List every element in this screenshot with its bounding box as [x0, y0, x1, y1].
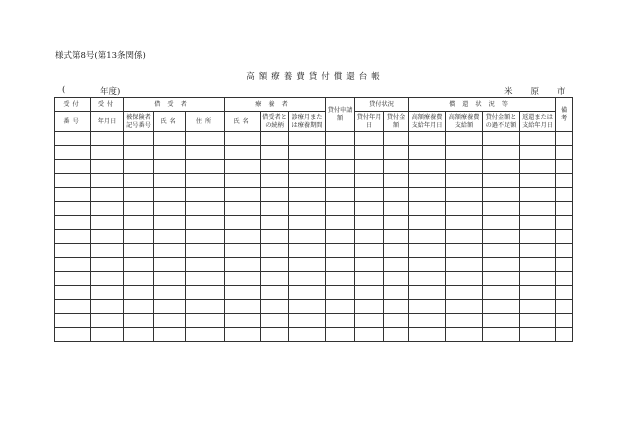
- table-cell[interactable]: [186, 300, 225, 314]
- header-borrower-address: 住所: [186, 112, 225, 132]
- table-cell[interactable]: [225, 132, 261, 146]
- table-cell[interactable]: [520, 188, 556, 202]
- header-remarks-label: 備考: [560, 106, 568, 122]
- table-cell[interactable]: [483, 188, 520, 202]
- table-cell[interactable]: [55, 216, 91, 230]
- table-cell[interactable]: [261, 132, 289, 146]
- table-cell[interactable]: [225, 244, 261, 258]
- table-cell[interactable]: [326, 230, 355, 244]
- table-cell[interactable]: [556, 188, 573, 202]
- table-cell[interactable]: [91, 160, 124, 174]
- table-cell[interactable]: [261, 160, 289, 174]
- table-cell[interactable]: [124, 216, 154, 230]
- table-cell[interactable]: [225, 146, 261, 160]
- table-cell[interactable]: [154, 286, 186, 300]
- table-cell[interactable]: [520, 286, 556, 300]
- table-cell[interactable]: [154, 174, 186, 188]
- table-cell[interactable]: [409, 174, 446, 188]
- table-cell[interactable]: [326, 132, 355, 146]
- table-row: [55, 132, 573, 146]
- table-cell[interactable]: [384, 272, 409, 286]
- table-cell[interactable]: [55, 230, 91, 244]
- table-cell[interactable]: [409, 258, 446, 272]
- table-cell[interactable]: [154, 328, 186, 342]
- table-cell[interactable]: [186, 174, 225, 188]
- table-cell[interactable]: [289, 314, 326, 328]
- table-cell[interactable]: [55, 202, 91, 216]
- table-cell[interactable]: [91, 230, 124, 244]
- table-cell[interactable]: [124, 132, 154, 146]
- table-cell[interactable]: [289, 174, 326, 188]
- table-cell[interactable]: [289, 300, 326, 314]
- table-cell[interactable]: [124, 188, 154, 202]
- table-cell[interactable]: [446, 230, 483, 244]
- table-cell[interactable]: [186, 160, 225, 174]
- table-row: [55, 146, 573, 160]
- table-cell[interactable]: [556, 286, 573, 300]
- table-cell[interactable]: [124, 286, 154, 300]
- ledger-table: [54, 97, 573, 342]
- table-cell[interactable]: [91, 132, 124, 146]
- table-row: [55, 174, 573, 188]
- table-cell[interactable]: [520, 216, 556, 230]
- table-cell[interactable]: [556, 202, 573, 216]
- table-cell[interactable]: [326, 328, 355, 342]
- table-cell[interactable]: [261, 314, 289, 328]
- table-cell[interactable]: [409, 286, 446, 300]
- table-cell[interactable]: [520, 230, 556, 244]
- table-cell[interactable]: [446, 244, 483, 258]
- table-cell[interactable]: [225, 216, 261, 230]
- table-cell[interactable]: [446, 146, 483, 160]
- table-cell[interactable]: [124, 258, 154, 272]
- table-cell[interactable]: [483, 202, 520, 216]
- table-cell[interactable]: [520, 300, 556, 314]
- table-row: [55, 230, 573, 244]
- table-cell[interactable]: [91, 202, 124, 216]
- table-cell[interactable]: [289, 286, 326, 300]
- table-cell[interactable]: [91, 314, 124, 328]
- table-cell[interactable]: [154, 314, 186, 328]
- table-cell[interactable]: [261, 244, 289, 258]
- form-id: 様式第8号(第13条関係): [55, 51, 146, 61]
- table-cell[interactable]: [556, 258, 573, 272]
- table-cell[interactable]: [556, 132, 573, 146]
- table-cell[interactable]: [124, 160, 154, 174]
- table-cell[interactable]: [186, 230, 225, 244]
- table-cell[interactable]: [483, 160, 520, 174]
- table-cell[interactable]: [55, 146, 91, 160]
- table-cell[interactable]: [483, 258, 520, 272]
- header-reception-date-top: 受付: [91, 98, 124, 112]
- table-cell[interactable]: [91, 216, 124, 230]
- table-cell[interactable]: [326, 188, 355, 202]
- table-cell[interactable]: [326, 300, 355, 314]
- table-cell[interactable]: [55, 244, 91, 258]
- table-cell[interactable]: [326, 202, 355, 216]
- table-cell[interactable]: [556, 244, 573, 258]
- header-repayment-status: 償還状況等: [409, 98, 556, 112]
- table-cell[interactable]: [384, 300, 409, 314]
- table-cell[interactable]: [446, 286, 483, 300]
- table-cell[interactable]: [409, 300, 446, 314]
- table-cell[interactable]: [409, 188, 446, 202]
- header-remarks: [556, 98, 573, 132]
- table-cell[interactable]: [446, 174, 483, 188]
- table-cell[interactable]: [446, 188, 483, 202]
- header-borrower: 借受者: [124, 98, 225, 112]
- table-cell[interactable]: [483, 174, 520, 188]
- table-cell[interactable]: [355, 328, 384, 342]
- header-benefit-payment-amount: 高額療養費支給額: [446, 112, 483, 132]
- table-cell[interactable]: [225, 258, 261, 272]
- table-cell[interactable]: [446, 300, 483, 314]
- table-cell[interactable]: [55, 272, 91, 286]
- table-cell[interactable]: [186, 132, 225, 146]
- table-cell[interactable]: [225, 160, 261, 174]
- table-cell[interactable]: [384, 202, 409, 216]
- table-cell[interactable]: [55, 286, 91, 300]
- table-cell[interactable]: [520, 174, 556, 188]
- table-cell[interactable]: [384, 132, 409, 146]
- header-reception-number-top: 受付: [55, 98, 91, 112]
- table-cell[interactable]: [261, 174, 289, 188]
- table-cell[interactable]: [409, 132, 446, 146]
- table-cell[interactable]: [355, 272, 384, 286]
- table-cell[interactable]: [225, 230, 261, 244]
- header-loan-status: 貸付状況: [355, 98, 409, 112]
- table-cell[interactable]: [225, 300, 261, 314]
- table-cell[interactable]: [556, 272, 573, 286]
- table-cell[interactable]: [355, 286, 384, 300]
- table-cell[interactable]: [225, 188, 261, 202]
- table-cell[interactable]: [483, 146, 520, 160]
- table-cell[interactable]: [355, 174, 384, 188]
- table-cell[interactable]: [186, 314, 225, 328]
- table-cell[interactable]: [384, 328, 409, 342]
- table-cell[interactable]: [289, 146, 326, 160]
- table-cell[interactable]: [225, 328, 261, 342]
- header-borrower-name: 氏名: [154, 112, 186, 132]
- table-cell[interactable]: [55, 160, 91, 174]
- table-cell[interactable]: [289, 188, 326, 202]
- header-relationship: 借受者との続柄: [261, 112, 289, 132]
- table-cell[interactable]: [154, 188, 186, 202]
- table-cell[interactable]: [124, 202, 154, 216]
- table-cell[interactable]: [355, 132, 384, 146]
- table-cell[interactable]: [483, 132, 520, 146]
- table-cell[interactable]: [186, 244, 225, 258]
- header-patient: 療養者: [225, 98, 326, 112]
- table-cell[interactable]: [261, 300, 289, 314]
- header-insured-number: 被保険者記号番号: [124, 112, 154, 132]
- table-cell[interactable]: [556, 174, 573, 188]
- header-benefit-payment-date: 高額療養費支給年月日: [409, 112, 446, 132]
- table-cell[interactable]: [355, 216, 384, 230]
- table-cell[interactable]: [384, 286, 409, 300]
- table-cell[interactable]: [55, 258, 91, 272]
- table-cell[interactable]: [186, 202, 225, 216]
- city-name: 米原市: [504, 87, 584, 97]
- table-cell[interactable]: [409, 244, 446, 258]
- table-cell[interactable]: [225, 202, 261, 216]
- table-row: [55, 314, 573, 328]
- table-cell[interactable]: [124, 174, 154, 188]
- table-cell[interactable]: [384, 188, 409, 202]
- table-cell[interactable]: [520, 160, 556, 174]
- header-reception-number-bottom: 番号: [55, 112, 91, 132]
- table-cell[interactable]: [384, 174, 409, 188]
- table-cell[interactable]: [261, 188, 289, 202]
- table-cell[interactable]: [154, 300, 186, 314]
- table-cell[interactable]: [154, 272, 186, 286]
- table-row: [55, 244, 573, 258]
- table-cell[interactable]: [289, 132, 326, 146]
- table-cell[interactable]: [446, 160, 483, 174]
- table-cell[interactable]: [326, 174, 355, 188]
- table-row: [55, 216, 573, 230]
- table-cell[interactable]: [326, 146, 355, 160]
- header-loan-application-amount: 貸付申請額: [326, 98, 355, 132]
- table-cell[interactable]: [124, 230, 154, 244]
- table-cell[interactable]: [355, 146, 384, 160]
- fiscal-year-label: 年度): [100, 87, 121, 97]
- table-cell[interactable]: [483, 272, 520, 286]
- table-cell[interactable]: [355, 314, 384, 328]
- table-cell[interactable]: [154, 132, 186, 146]
- table-cell[interactable]: [289, 328, 326, 342]
- table-cell[interactable]: [289, 258, 326, 272]
- table-cell[interactable]: [520, 258, 556, 272]
- table-cell[interactable]: [326, 314, 355, 328]
- table-cell[interactable]: [446, 216, 483, 230]
- table-cell[interactable]: [483, 244, 520, 258]
- table-cell[interactable]: [384, 216, 409, 230]
- table-cell[interactable]: [261, 216, 289, 230]
- table-cell[interactable]: [520, 146, 556, 160]
- table-cell[interactable]: [326, 272, 355, 286]
- table-row: [55, 258, 573, 272]
- table-cell[interactable]: [55, 328, 91, 342]
- table-cell[interactable]: [186, 286, 225, 300]
- table-cell[interactable]: [384, 244, 409, 258]
- table-cell[interactable]: [124, 272, 154, 286]
- table-cell[interactable]: [261, 286, 289, 300]
- table-cell[interactable]: [186, 146, 225, 160]
- table-cell[interactable]: [409, 216, 446, 230]
- table-cell[interactable]: [124, 300, 154, 314]
- fiscal-year-open-paren: (: [62, 85, 66, 95]
- table-cell[interactable]: [384, 230, 409, 244]
- table-cell[interactable]: [91, 300, 124, 314]
- table-cell[interactable]: [186, 216, 225, 230]
- table-cell[interactable]: [186, 258, 225, 272]
- table-cell[interactable]: [154, 160, 186, 174]
- table-cell[interactable]: [91, 174, 124, 188]
- table-cell[interactable]: [91, 146, 124, 160]
- header-repayment-date: 返還または支給年月日: [520, 112, 556, 132]
- table-cell[interactable]: [289, 272, 326, 286]
- table-row: [55, 272, 573, 286]
- table-cell[interactable]: [409, 272, 446, 286]
- table-cell[interactable]: [355, 300, 384, 314]
- table-cell[interactable]: [483, 230, 520, 244]
- table-cell[interactable]: [326, 216, 355, 230]
- table-cell[interactable]: [355, 202, 384, 216]
- table-cell[interactable]: [186, 328, 225, 342]
- table-cell[interactable]: [326, 286, 355, 300]
- table-cell[interactable]: [446, 132, 483, 146]
- table-cell[interactable]: [91, 328, 124, 342]
- table-cell[interactable]: [409, 314, 446, 328]
- table-cell[interactable]: [154, 244, 186, 258]
- table-cell[interactable]: [326, 258, 355, 272]
- table-cell[interactable]: [289, 202, 326, 216]
- table-cell[interactable]: [384, 314, 409, 328]
- table-cell[interactable]: [186, 272, 225, 286]
- table-cell[interactable]: [520, 244, 556, 258]
- table-cell[interactable]: [483, 300, 520, 314]
- table-cell[interactable]: [556, 230, 573, 244]
- header-excess-shortage: 貸付金額との過不足額: [483, 112, 520, 132]
- table-cell[interactable]: [556, 216, 573, 230]
- table-cell[interactable]: [225, 286, 261, 300]
- table-row: [55, 328, 573, 342]
- table-cell[interactable]: [91, 272, 124, 286]
- header-reception-date-bottom: 年月日: [91, 112, 124, 132]
- table-row: [55, 202, 573, 216]
- table-cell[interactable]: [355, 258, 384, 272]
- table-cell[interactable]: [520, 132, 556, 146]
- table-cell[interactable]: [289, 216, 326, 230]
- table-cell[interactable]: [261, 272, 289, 286]
- table-cell[interactable]: [91, 286, 124, 300]
- table-cell[interactable]: [225, 272, 261, 286]
- table-cell[interactable]: [409, 160, 446, 174]
- table-cell[interactable]: [483, 314, 520, 328]
- table-cell[interactable]: [55, 174, 91, 188]
- table-cell[interactable]: [355, 160, 384, 174]
- table-cell[interactable]: [154, 258, 186, 272]
- table-cell[interactable]: [409, 328, 446, 342]
- table-cell[interactable]: [384, 160, 409, 174]
- table-cell[interactable]: [154, 202, 186, 216]
- header-loan-date: 貸付年月日: [355, 112, 384, 132]
- table-cell[interactable]: [446, 258, 483, 272]
- header-treatment-period: 診療月または療養期間: [289, 112, 326, 132]
- table-cell[interactable]: [446, 202, 483, 216]
- table-cell[interactable]: [520, 314, 556, 328]
- table-cell[interactable]: [154, 216, 186, 230]
- table-cell[interactable]: [55, 132, 91, 146]
- table-row: [55, 300, 573, 314]
- table-cell[interactable]: [384, 146, 409, 160]
- table-cell[interactable]: [556, 146, 573, 160]
- table-cell[interactable]: [225, 314, 261, 328]
- table-cell[interactable]: [520, 202, 556, 216]
- table-cell[interactable]: [483, 286, 520, 300]
- table-cell[interactable]: [446, 328, 483, 342]
- table-cell[interactable]: [326, 160, 355, 174]
- table-cell[interactable]: [409, 202, 446, 216]
- table-cell[interactable]: [91, 244, 124, 258]
- table-cell[interactable]: [55, 300, 91, 314]
- table-cell[interactable]: [55, 314, 91, 328]
- table-cell[interactable]: [225, 174, 261, 188]
- table-cell[interactable]: [556, 314, 573, 328]
- table-cell[interactable]: [289, 244, 326, 258]
- header-patient-name: 氏名: [225, 112, 261, 132]
- table-cell[interactable]: [355, 230, 384, 244]
- table-cell[interactable]: [409, 146, 446, 160]
- table-row: [55, 188, 573, 202]
- table-row: [55, 286, 573, 300]
- table-cell[interactable]: [124, 328, 154, 342]
- table-cell[interactable]: [289, 230, 326, 244]
- table-cell[interactable]: [261, 328, 289, 342]
- table-cell[interactable]: [384, 258, 409, 272]
- table-cell[interactable]: [261, 146, 289, 160]
- table-cell[interactable]: [124, 314, 154, 328]
- table-cell[interactable]: [556, 300, 573, 314]
- table-cell[interactable]: [154, 230, 186, 244]
- table-cell[interactable]: [91, 258, 124, 272]
- table-cell[interactable]: [186, 188, 225, 202]
- table-cell[interactable]: [124, 146, 154, 160]
- table-cell[interactable]: [520, 328, 556, 342]
- table-cell[interactable]: [556, 328, 573, 342]
- table-cell[interactable]: [409, 230, 446, 244]
- table-cell[interactable]: [124, 244, 154, 258]
- table-row: [55, 160, 573, 174]
- table-cell[interactable]: [483, 216, 520, 230]
- table-cell[interactable]: [520, 272, 556, 286]
- table-cell[interactable]: [261, 230, 289, 244]
- table-cell[interactable]: [556, 160, 573, 174]
- table-cell[interactable]: [289, 160, 326, 174]
- table-cell[interactable]: [355, 188, 384, 202]
- table-cell[interactable]: [355, 244, 384, 258]
- ledger-title: 高額療養費貸付償還台帳: [246, 72, 384, 82]
- table-cell[interactable]: [154, 146, 186, 160]
- table-cell[interactable]: [446, 272, 483, 286]
- table-cell[interactable]: [261, 202, 289, 216]
- table-cell[interactable]: [326, 244, 355, 258]
- header-loan-amount: 貸付金額: [384, 112, 409, 132]
- table-cell[interactable]: [55, 188, 91, 202]
- table-cell[interactable]: [91, 188, 124, 202]
- table-cell[interactable]: [483, 328, 520, 342]
- table-cell[interactable]: [261, 258, 289, 272]
- table-cell[interactable]: [446, 314, 483, 328]
